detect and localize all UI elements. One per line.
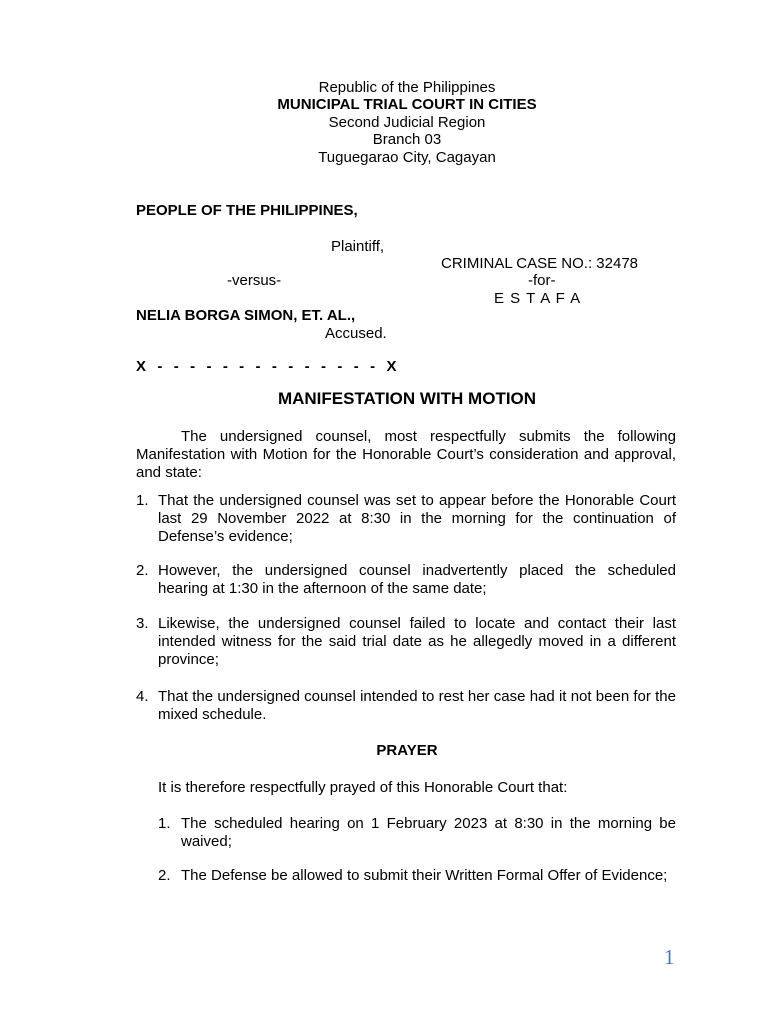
case-number: CRIMINAL CASE NO.: 32478 xyxy=(441,255,639,272)
intro-paragraph: The undersigned counsel, most respectfully submits the following Manifestation with Motion for the Honorable Court’s consideration and approval, and state: xyxy=(136,428,676,481)
accused-role: Accused. xyxy=(325,325,387,342)
prayer-item: The Defense be allowed to submit their Written Formal Offer of Evidence; xyxy=(181,867,668,884)
plaintiff-role: Plaintiff, xyxy=(331,238,385,255)
list-item: Likewise, the undersigned counsel failed to locate and contact their last intended witness for the said trial date as he allegedly moved in a different province; xyxy=(158,615,676,668)
header-republic: Republic of the Philippines xyxy=(318,79,496,96)
list-item: That the undersigned counsel was set to appear before the Honorable Court last 29 November 2022 at 8:30 in the morning for the continuation of Defense’s evidence; xyxy=(158,492,676,545)
accused-name: NELIA BORGA SIMON, ET. AL., xyxy=(136,307,356,324)
list-item-number: 3. xyxy=(136,615,149,632)
list-item: That the undersigned counsel intended to rest her case had it not been for the mixed schedule. xyxy=(158,688,676,723)
list-item-number: 4. xyxy=(136,688,149,705)
prayer-item-number: 1. xyxy=(158,815,171,832)
page-number: 1 xyxy=(664,945,675,969)
header-region: Second Judicial Region xyxy=(328,114,486,131)
header-court: MUNICIPAL TRIAL COURT IN CITIES xyxy=(277,96,537,113)
plaintiff-name: PEOPLE OF THE PHILIPPINES, xyxy=(136,202,358,219)
caption-separator: X - - - - - - - - - - - - - - X xyxy=(136,358,401,375)
document-title: MANIFESTATION WITH MOTION xyxy=(277,389,537,408)
versus-label: -versus- xyxy=(227,272,282,289)
offense-label: E S T A F A xyxy=(494,290,582,307)
list-item: However, the undersigned counsel inadvertently placed the scheduled hearing at 1:30 in the afternoon of the same date; xyxy=(158,562,676,597)
header-branch: Branch 03 xyxy=(372,131,442,148)
prayer-item: The scheduled hearing on 1 February 2023 at 8:30 in the morning be waived; xyxy=(181,815,676,850)
prayer-intro: It is therefore respectfully prayed of this Honorable Court that: xyxy=(158,779,568,796)
header-location: Tuguegarao City, Cagayan xyxy=(318,149,496,166)
list-item-number: 1. xyxy=(136,492,149,509)
prayer-item-number: 2. xyxy=(158,867,171,884)
for-label: -for- xyxy=(528,272,556,289)
prayer-heading: PRAYER xyxy=(376,742,438,759)
list-item-number: 2. xyxy=(136,562,149,579)
